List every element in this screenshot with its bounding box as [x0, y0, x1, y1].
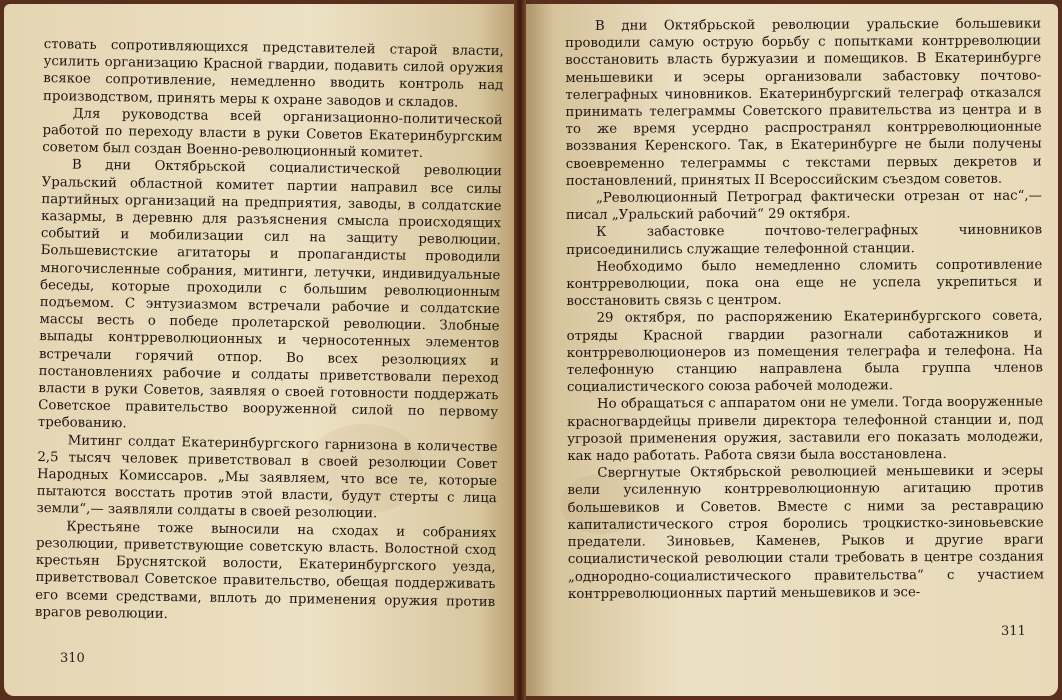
- book-spine-gutter: [514, 0, 526, 700]
- page-number: 310: [60, 651, 85, 666]
- paragraph: 29 октября, по распоряжению Екатеринбургского совета, отряды Красной гвардии разогнали саботажников и контрреволюционеров из помещения телеграфа и телефона. На телефонную станцию направлена была группа членов социалистического союза рабочей молодежи.: [566, 308, 1043, 396]
- paragraph: В дни Октябрьской социалистической революции Уральский областной комитет партии направил все силы партийных организаций на предприятия, заводы, в солдатские казармы, в деревню для разъяснения смысла происходящих событий и мобилизации сил на защиту революции. Большевистские агитаторы и пропагандисты проводили многочисленные собрания, митинги, летучки, индивидуальные беседы, которые проходили с большим революционным подъемом. С энтузиазмом встречали рабочие и солдатские массы весть о победе пролетарской революции. Злобные выпады контрреволюционных и черносотенных элементов встречали горячий отпор. Во всех резолюциях и постановлениях рабочие и солдаты приветствовали переход власти в руки Советов, заявляя о своей готовности поддержать Советское правительство вооруженной силой по первому требованию.: [37, 157, 503, 432]
- right-page: [521, 4, 1058, 696]
- paragraph: К забастовке почтово-телеграфных чиновников присоединились служащие телефонной станции.: [566, 222, 1043, 258]
- paragraph: Крестьяне тоже выносили на сходах и собраниях резолюции, приветствующие советскую власть. Волостной сход крестьян Бруснятской волости, Екатеринбургского уезда, приветствовал Советское правительство, обещая поддерживать его всеми средствами, вплоть до применения оружия против врагов революции.: [34, 519, 497, 622]
- paragraph: Свергнутые Октябрьской революцией меньшевики и эсеры вели усиленную контрреволюционную агитацию против большевиков и Советов. Вместе с ними за реставрацию капиталистического строя боролись троцкистко-зиновьевские предатели. Зиновьев, Каменев, Рыков и другие враги социалистической революции стали требовать в центре создания „однородно-социалистического правительства“ с участием контрреволюционных партий меньшевиков и эсе-: [567, 463, 1044, 602]
- paragraph: Но обращаться с аппаратом они не умели. Тогда вооруженные красногвардейцы привели директора телефонной станции и, под угрозой применения оружия, заставили его показать молодежи, как надо работать. Работа связи была восстановлена.: [567, 394, 1044, 465]
- paragraph: „Революционный Петроград фактически отрезан от нас“,— писал „Уральский рабочий“ 29 октября.: [565, 188, 1042, 224]
- paragraph: Для руководства всей организационно-политической работой по переходу власти в руки Советов Екатеринбургским советом был создан Военно-революционный комитет.: [42, 106, 503, 162]
- right-page-text: [565, 16, 1044, 603]
- left-page: [4, 4, 519, 696]
- paragraph: В дни Октябрьской революции уральские большевики проводили самую острую борьбу с попытками контрреволюции восстановить власть буржуазии и помещиков. В Екатеринбурге меньшевики и эсеры организовали забастовку почтово-телеграфных чиновников. Екатеринбургский телеграф отказался принимать телеграммы Советского правительства из центра и в то же время усердно распространял контрреволюционные воззвания Керенского. Так, в Екатеринбурге не были получены своевременно телеграммы с текстами первых декретов и постановлений, принятых II Всероссийским съездом советов.: [565, 16, 1042, 189]
- page-number: 311: [1001, 624, 1026, 639]
- paragraph: стовать сопротивляющихся представителей старой власти, усилить организацию Красной гвардии, подавить силой оружия всякое сопротивление, немедленно вводить контроль над производством, принять меры к охране заводов и складов.: [42, 36, 504, 111]
- left-page-text: [35, 36, 504, 628]
- paragraph: Необходимо было немедленно сломить сопротивление контрреволюции, пока она еще не успела укрепиться и восстановить связь с центром.: [566, 257, 1043, 310]
- paragraph: Митинг солдат Екатеринбургского гарнизона в количестве 2,5 тысяч человек приветствовал в своей резолюции Совет Народных Комиссаров. „Мы заявляем, что все те, которые пытаются восстать против этой власти, будут стерты с лица земли“,— заявляли солдаты в своей резолюции.: [36, 433, 498, 522]
